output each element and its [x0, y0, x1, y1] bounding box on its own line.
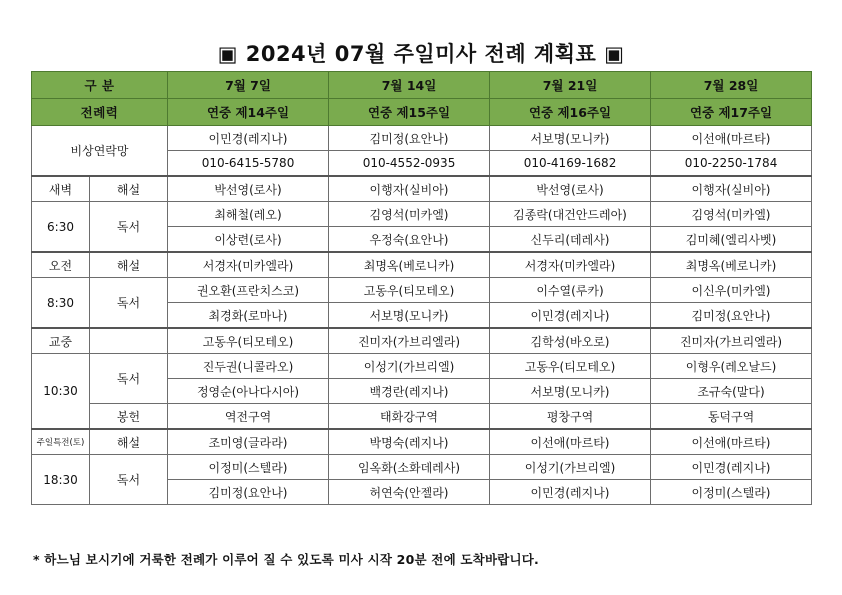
offering-district: 동덕구역: [651, 404, 812, 430]
emergency-name: 김미정(요안나): [329, 126, 490, 151]
reader: 허연숙(안젤라): [329, 480, 490, 505]
emergency-label: 비상연락망: [32, 126, 168, 177]
reader: 권오환(프란치스코): [168, 278, 329, 303]
reader: 이정미(스텔라): [168, 455, 329, 480]
mass-1830-label: 주일특전(토): [32, 429, 90, 455]
reader: 이성기(가브리엘): [490, 455, 651, 480]
emergency-name: 이민경(레지나): [168, 126, 329, 151]
reader: 김미정(요안나): [168, 480, 329, 505]
header-row-dates: [32, 72, 812, 99]
reader: 이신우(미카엘): [651, 278, 812, 303]
offering-district: 태화강구역: [329, 404, 490, 430]
reader: 김영석(미카엘): [651, 202, 812, 227]
commentary-label: 해설: [90, 252, 168, 278]
reader: 이정미(스텔라): [651, 480, 812, 505]
commentator: 김학성(바오로): [490, 328, 651, 354]
commentator: 진미자(가브리엘라): [651, 328, 812, 354]
reader: 고동우(티모테오): [329, 278, 490, 303]
reading-label: 독서: [90, 455, 168, 505]
commentator: 고동우(티모테오): [168, 328, 329, 354]
reader: 이수열(루카): [490, 278, 651, 303]
commentary-label-empty: [90, 328, 168, 354]
mass-1830-time: 18:30: [32, 455, 90, 505]
offering-label: 봉헌: [90, 404, 168, 430]
mass-0830-time: 8:30: [32, 278, 90, 329]
emergency-phone: 010-2250-1784: [651, 151, 812, 177]
commentator: 이선애(마르타): [490, 429, 651, 455]
reader: 정영순(아나다시아): [168, 379, 329, 404]
commentator: 이행자(실비아): [651, 176, 812, 202]
date-week2: 7월 14일: [329, 72, 490, 99]
commentary-label: 해설: [90, 429, 168, 455]
reader: 서보명(모니카): [490, 379, 651, 404]
date-week1: 7월 7일: [168, 72, 329, 99]
mass-0630-time: 6:30: [32, 202, 90, 253]
reading-label: 독서: [90, 354, 168, 404]
mass-1030-commentary-row: [32, 328, 812, 354]
reader: 이민경(레지나): [490, 480, 651, 505]
mass-1830-reading1-row: [32, 455, 812, 480]
offering-district: 역전구역: [168, 404, 329, 430]
commentator: 조미영(글라라): [168, 429, 329, 455]
commentator: 이행자(실비아): [329, 176, 490, 202]
mass-0830-commentary-row: [32, 252, 812, 278]
mass-0630-reading1-row: [32, 202, 812, 227]
emergency-phone: 010-4552-0935: [329, 151, 490, 177]
reader: 서보명(모니카): [329, 303, 490, 329]
emergency-phone: 010-6415-5780: [168, 151, 329, 177]
emergency-names-row: [32, 126, 812, 151]
season-week2: 연중 제15주일: [329, 99, 490, 126]
mass-0630-label: 새벽: [32, 176, 90, 202]
mass-1030-reading1-row: [32, 354, 812, 379]
mass-1830-commentary-row: [32, 429, 812, 455]
reader: 임옥화(소화데레사): [329, 455, 490, 480]
reader: 이민경(레지나): [490, 303, 651, 329]
reader: 우정숙(요안나): [329, 227, 490, 253]
reader: 백경란(레지나): [329, 379, 490, 404]
commentator: 진미자(가브리엘라): [329, 328, 490, 354]
header-row-seasons: [32, 99, 812, 126]
commentator: 서경자(미카엘라): [168, 252, 329, 278]
emergency-phone: 010-4169-1682: [490, 151, 651, 177]
commentator: 박선영(로사): [490, 176, 651, 202]
mass-0830-label: 오전: [32, 252, 90, 278]
mass-0830-reading1-row: [32, 278, 812, 303]
emergency-name: 이선애(마르타): [651, 126, 812, 151]
season-week3: 연중 제16주일: [490, 99, 651, 126]
reader: 이형우(레오날드): [651, 354, 812, 379]
mass-0630-commentary-row: [32, 176, 812, 202]
mass-1030-label: 교중: [32, 328, 90, 354]
liturgy-schedule-table: [31, 71, 812, 505]
emergency-name: 서보명(모니카): [490, 126, 651, 151]
reader: 김미정(요안나): [651, 303, 812, 329]
commentator: 최명옥(베로니카): [651, 252, 812, 278]
commentator: 서경자(미카엘라): [490, 252, 651, 278]
page-title: ▣ 2024년 07월 주일미사 전례 계획표 ▣: [217, 42, 625, 66]
date-week4: 7월 28일: [651, 72, 812, 99]
commentator: 박명숙(레지나): [329, 429, 490, 455]
reader: 이상련(로사): [168, 227, 329, 253]
reader: 김미혜(엘리사벳): [651, 227, 812, 253]
liturgical-calendar-label: 전례력: [32, 99, 168, 126]
season-week4: 연중 제17주일: [651, 99, 812, 126]
offering-district: 평창구역: [490, 404, 651, 430]
mass-1030-time: 10:30: [32, 354, 90, 430]
reader: 최경화(로마나): [168, 303, 329, 329]
reader: 신두리(데레사): [490, 227, 651, 253]
category-label: 구 분: [32, 72, 168, 99]
reader: 김영석(미카엘): [329, 202, 490, 227]
season-week1: 연중 제14주일: [168, 99, 329, 126]
reading-label: 독서: [90, 278, 168, 329]
commentator: 박선영(로사): [168, 176, 329, 202]
reader: 이민경(레지나): [651, 455, 812, 480]
reader: 이성기(가브리엘): [329, 354, 490, 379]
commentator: 최명옥(베로니카): [329, 252, 490, 278]
reader: 최해철(레오): [168, 202, 329, 227]
commentator: 이선애(마르타): [651, 429, 812, 455]
reader: 고동우(티모테오): [490, 354, 651, 379]
reader: 조규숙(말다): [651, 379, 812, 404]
reader: 진두권(니콜라오): [168, 354, 329, 379]
mass-1030-offering-row: [32, 404, 812, 430]
date-week3: 7월 21일: [490, 72, 651, 99]
reading-label: 독서: [90, 202, 168, 253]
commentary-label: 해설: [90, 176, 168, 202]
reader: 김종락(대건안드레아): [490, 202, 651, 227]
footer-note: * 하느님 보시기에 거룩한 전례가 이루어 질 수 있도록 미사 시작 20분 전에 도착바랍니다.: [33, 552, 540, 567]
